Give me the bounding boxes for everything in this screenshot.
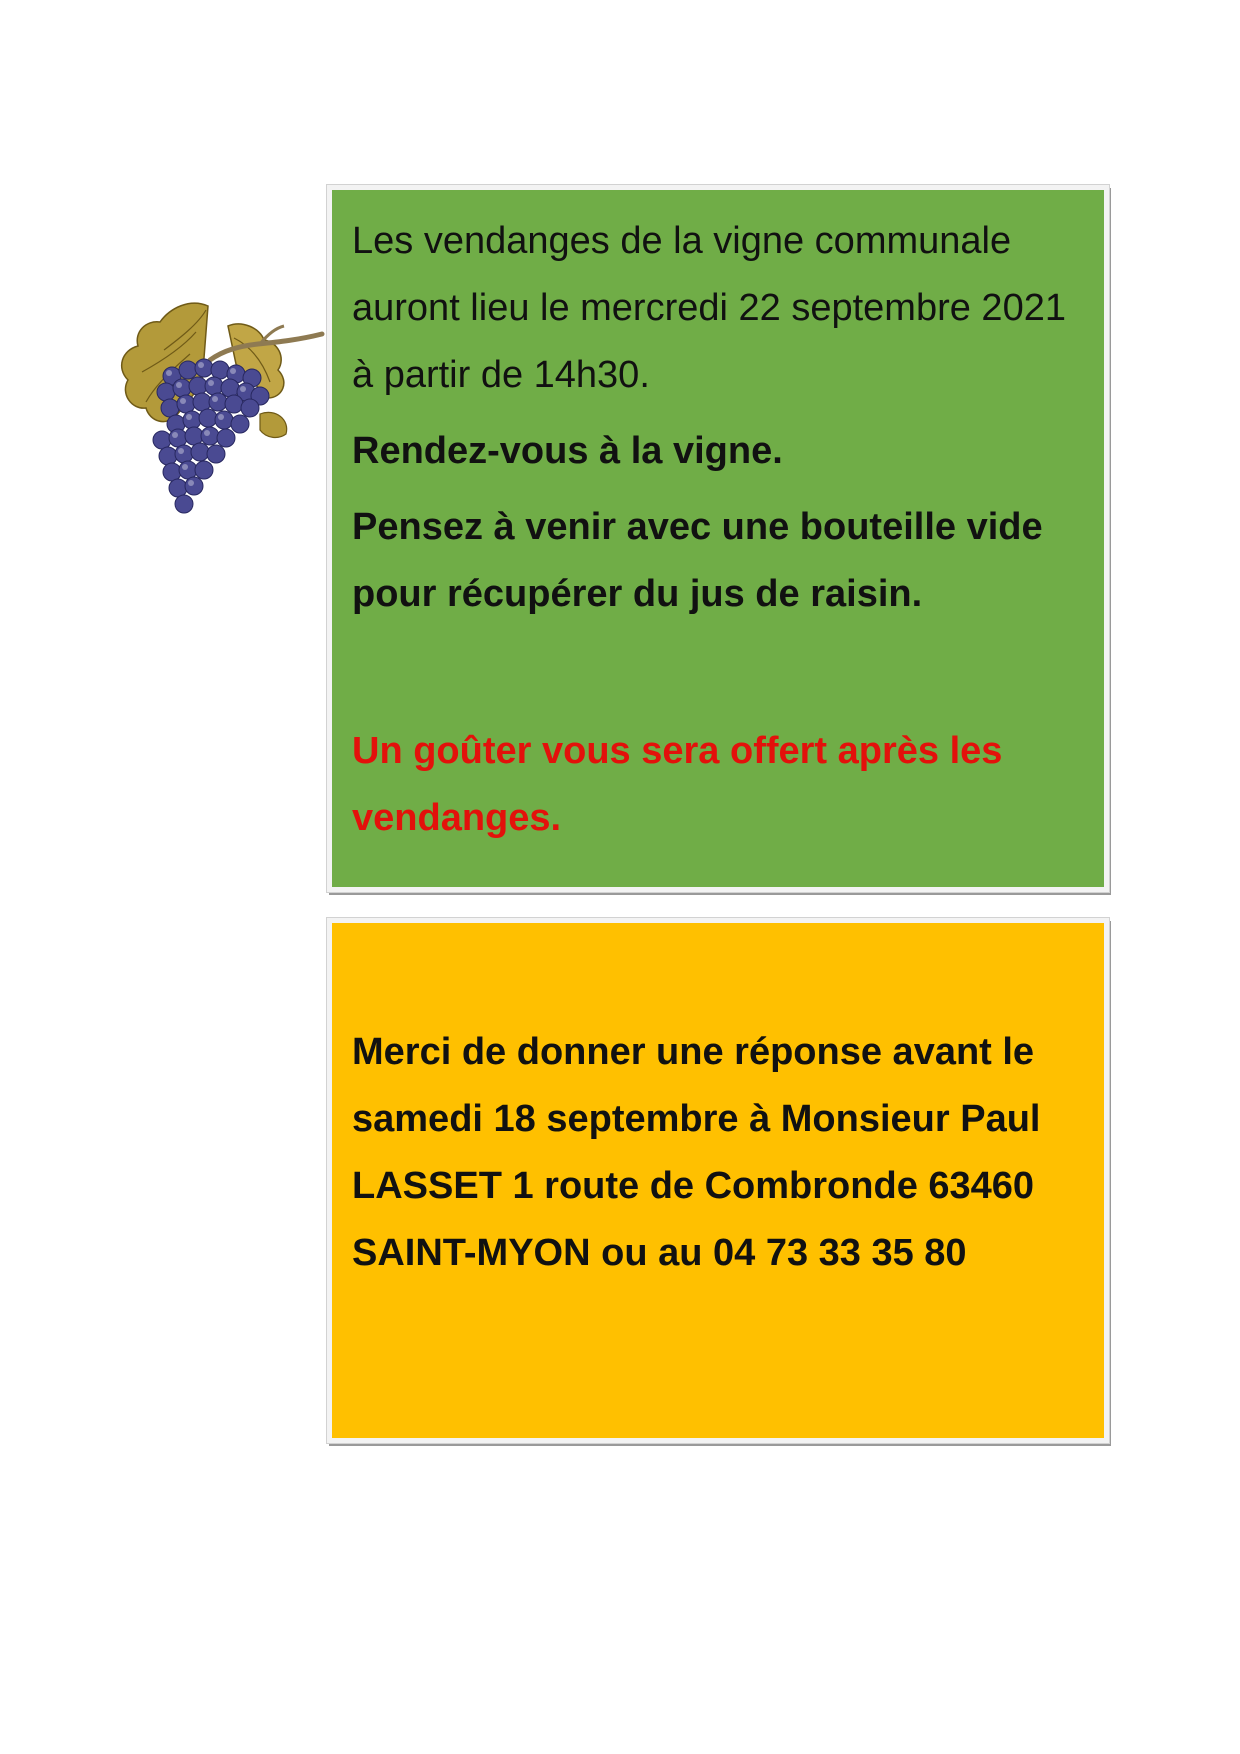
announcement-intro: Les vendanges de la vigne communale auront lieu le mercredi 22 septembre 2021 à partir de 14h30. — [352, 220, 1066, 396]
snack-offer: Un goûter vous sera offert après les vendanges. — [352, 730, 1003, 839]
meeting-point: Rendez-vous à la vigne. — [352, 430, 783, 472]
contact-text: Merci de donner une réponse avant le samedi 18 septembre à Monsieur Paul LASSET 1 route de Combronde 63460 SAINT-MYON ou au 04 73 33 35 80 — [352, 1031, 1041, 1274]
grape-cluster-icon — [110, 298, 330, 538]
announcement-box — [327, 185, 1109, 892]
bottle-reminder: Pensez à venir avec une bouteille vide pour récupérer du jus de raisin. — [352, 506, 1043, 615]
contact-box — [327, 918, 1109, 1443]
